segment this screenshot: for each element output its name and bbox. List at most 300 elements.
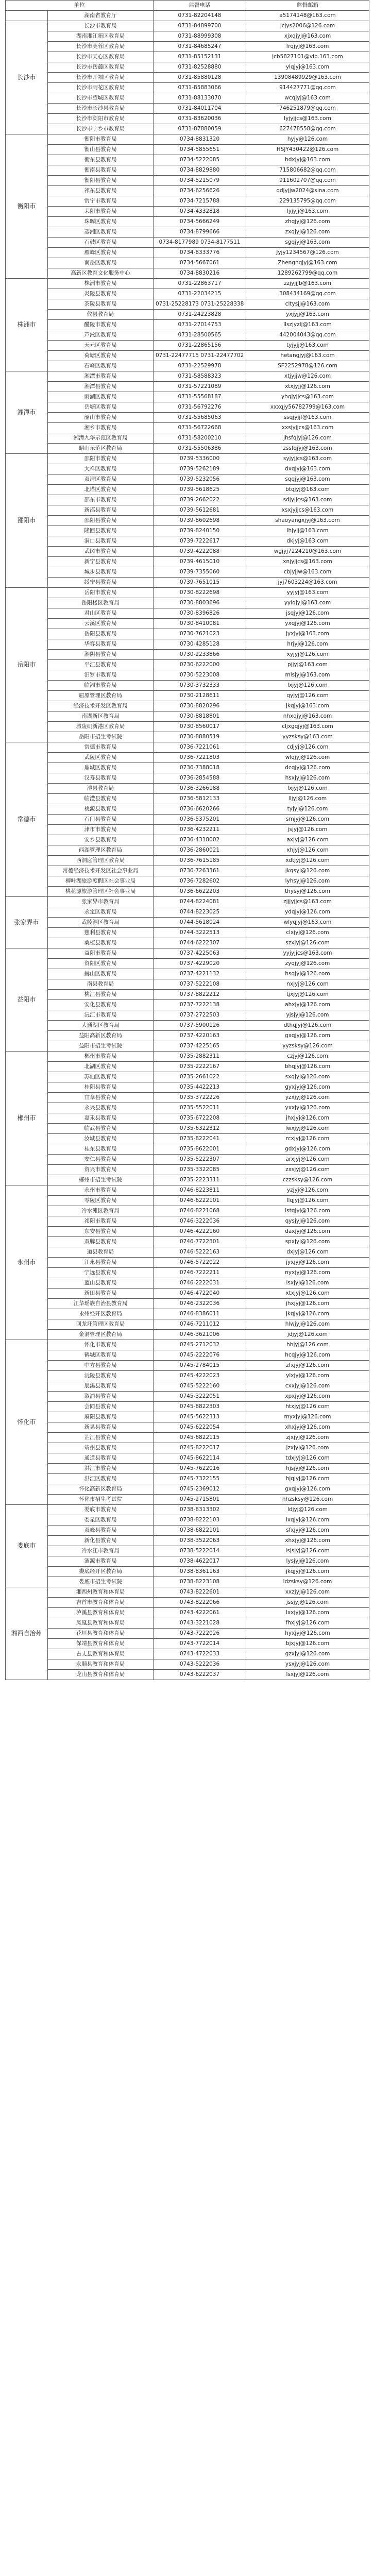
phone-cell: 0731-58588323 bbox=[154, 371, 246, 382]
phone-cell: 0739-4222088 bbox=[154, 547, 246, 557]
table-row bbox=[6, 310, 369, 320]
email-cell[interactable]: pjjyj@163.com bbox=[246, 660, 369, 670]
email-cell[interactable]: yhqjyjjcs@163.com bbox=[246, 392, 369, 402]
email-cell[interactable]: jcjys2006@126.com bbox=[246, 21, 369, 31]
email-cell[interactable]: xxxqjy56782799@163.com bbox=[246, 402, 369, 413]
table-row bbox=[6, 1196, 369, 1206]
email-cell[interactable]: cdjyj@126.com bbox=[246, 742, 369, 753]
phone-cell: 0739-7651015 bbox=[154, 578, 246, 588]
email-cell[interactable]: tjxjyj@126.com bbox=[246, 990, 369, 1000]
email-cell[interactable]: hrjyj@126.com bbox=[246, 639, 369, 650]
phone-cell: 0738-5222014 bbox=[154, 1546, 246, 1556]
table-row bbox=[6, 62, 369, 73]
city-cell: 株洲市 bbox=[6, 279, 48, 371]
table-row bbox=[6, 1010, 369, 1021]
email-cell[interactable]: yyjyj@163.com bbox=[246, 588, 369, 598]
table-row bbox=[6, 773, 369, 784]
table-row bbox=[6, 1412, 369, 1422]
email-cell[interactable]: bjxjyj@126.com bbox=[246, 1639, 369, 1649]
email-cell[interactable]: 442004043@qq.com bbox=[246, 330, 369, 341]
phone-cell: 0737-5900126 bbox=[154, 1021, 246, 1031]
email-cell[interactable]: lwxjyj@126.com bbox=[246, 1124, 369, 1134]
unit-cell: 嘉禾县教育局 bbox=[48, 1113, 154, 1124]
email-cell[interactable]: hyxjyj@126.com bbox=[246, 1629, 369, 1639]
table-row bbox=[6, 31, 369, 42]
email-cell[interactable]: tyjyj@126.com bbox=[246, 804, 369, 815]
unit-cell: 洪江区教育局 bbox=[48, 1474, 154, 1484]
email-cell[interactable]: xyjyj@126.com bbox=[246, 650, 369, 660]
phone-cell: 0731-85880128 bbox=[154, 73, 246, 83]
email-cell[interactable]: hjsjyj@126.com bbox=[246, 1464, 369, 1474]
phone-cell: 0731-88999308 bbox=[154, 31, 246, 42]
email-cell[interactable]: ssqjyjjf@163.com bbox=[246, 413, 369, 423]
email-cell[interactable]: ldzsksy@126.com bbox=[246, 1577, 369, 1587]
phone-cell: 0746-4222160 bbox=[154, 1227, 246, 1237]
phone-cell: 0730-7621023 bbox=[154, 629, 246, 639]
email-cell[interactable]: lstqjyj@126.com bbox=[246, 1206, 369, 1216]
email-cell[interactable]: yzjyj@126.com bbox=[246, 1185, 369, 1196]
email-cell[interactable]: hhzsksy@126.com bbox=[246, 1495, 369, 1505]
email-cell[interactable]: arxjyj@126.com bbox=[246, 1155, 369, 1165]
email-cell[interactable]: 229135795@qq.com bbox=[246, 196, 369, 207]
table-row bbox=[6, 959, 369, 969]
email-cell[interactable]: gyxjyj@126.com bbox=[246, 1082, 369, 1093]
email-cell[interactable]: lxjyj@126.com bbox=[246, 681, 369, 691]
email-cell[interactable]: Zhengnqjyj@163.com bbox=[246, 258, 369, 268]
phone-cell: 0738-4622017 bbox=[154, 1556, 246, 1567]
email-cell[interactable]: llszjyzlj@163.com bbox=[246, 320, 369, 330]
email-cell[interactable]: thysyj@126.com bbox=[246, 887, 369, 897]
unit-cell: 常德经济技术开发区社会事业局 bbox=[48, 866, 154, 876]
email-cell[interactable]: HSJY430422@126.com bbox=[246, 145, 369, 155]
phone-cell: 0731-22865156 bbox=[154, 341, 246, 351]
table-row bbox=[6, 176, 369, 186]
table-row bbox=[6, 341, 369, 351]
email-cell[interactable]: zzjyjjjb@163.com bbox=[246, 279, 369, 289]
email-cell[interactable]: llqjyj@126.com bbox=[246, 1196, 369, 1206]
phone-cell: 0731-22529978 bbox=[154, 361, 246, 371]
email-cell[interactable]: 911602707@qq.com bbox=[246, 176, 369, 186]
unit-cell: 芷江县教育局 bbox=[48, 1433, 154, 1443]
unit-cell: 沅陵县教育局 bbox=[48, 1371, 154, 1381]
email-cell[interactable]: lhjyjj@163.com bbox=[246, 526, 369, 536]
phone-cell: 0731-22034215 bbox=[154, 289, 246, 299]
table-row bbox=[6, 402, 369, 413]
email-cell[interactable]: tyjyjj@163.com bbox=[246, 341, 369, 351]
email-cell[interactable]: 914427771@qq.com bbox=[246, 83, 369, 93]
email-cell[interactable]: tdxjyj@126.com bbox=[246, 1453, 369, 1464]
email-cell[interactable]: nhxqjyj@163.com bbox=[246, 711, 369, 722]
table-row bbox=[6, 1165, 369, 1175]
email-cell[interactable]: jssjyj@126.com bbox=[246, 1598, 369, 1608]
phone-cell: 0743-8222601 bbox=[154, 1587, 246, 1598]
phone-cell: 0745-7622016 bbox=[154, 1464, 246, 1474]
email-cell[interactable]: xhxjyj@126.com bbox=[246, 1536, 369, 1546]
phone-cell: 0738-8361163 bbox=[154, 1567, 246, 1577]
email-cell[interactable]: jkqjyj@126.com bbox=[246, 1309, 369, 1319]
email-cell[interactable]: syjyjjcs@163.com bbox=[246, 454, 369, 464]
email-cell[interactable]: hdxjyj@163.com bbox=[246, 155, 369, 165]
table-row bbox=[6, 1361, 369, 1371]
unit-cell: 平江县教育局 bbox=[48, 660, 154, 670]
email-cell[interactable]: lyhsyj@126.com bbox=[246, 876, 369, 887]
email-cell[interactable]: hcqjyj@126.com bbox=[246, 1350, 369, 1361]
phone-cell: 0739-5618625 bbox=[154, 485, 246, 495]
table-row bbox=[6, 815, 369, 825]
email-cell[interactable]: dcqjyj@126.com bbox=[246, 763, 369, 773]
email-cell[interactable]: nxjyj@126.com bbox=[246, 979, 369, 990]
unit-cell: 郴州市教育局 bbox=[48, 1052, 154, 1062]
email-cell[interactable]: 13908489929@163.com bbox=[246, 73, 369, 83]
email-cell[interactable]: zxsjyj@126.com bbox=[246, 1165, 369, 1175]
email-cell[interactable]: hetangjyj@163.com bbox=[246, 351, 369, 361]
email-cell[interactable]: sfxjyj@126.com bbox=[246, 1526, 369, 1536]
phone-cell: 0735-5222307 bbox=[154, 1155, 246, 1165]
unit-cell: 长沙市教育局 bbox=[48, 21, 154, 31]
unit-cell: 辰溪县教育局 bbox=[48, 1381, 154, 1392]
phone-cell: 0736-6620266 bbox=[154, 804, 246, 815]
email-cell[interactable]: zjjjyjjcs@163.com bbox=[246, 897, 369, 907]
phone-cell: 0731-28500565 bbox=[154, 330, 246, 341]
table-row bbox=[6, 1567, 369, 1577]
unit-cell: 柳叶湖旅游度假区社会事业局 bbox=[48, 876, 154, 887]
unit-cell: 冷水滩区教育局 bbox=[48, 1206, 154, 1216]
email-cell[interactable]: xxzjyj@126.com bbox=[246, 1587, 369, 1598]
unit-cell: 会同县教育局 bbox=[48, 1402, 154, 1412]
table-row bbox=[6, 1031, 369, 1041]
email-cell[interactable]: a5174148@163.com bbox=[246, 11, 369, 21]
unit-cell: 蒸湘区教育局 bbox=[48, 227, 154, 238]
email-cell[interactable]: 1289262799@qq.com bbox=[246, 268, 369, 279]
email-cell[interactable]: jyxjyj@126.com bbox=[246, 1258, 369, 1268]
unit-cell: 新化县教育局 bbox=[48, 1536, 154, 1546]
email-cell[interactable]: gxqjyj@126.com bbox=[246, 1031, 369, 1041]
email-cell[interactable]: hsxjyj@126.com bbox=[246, 773, 369, 784]
table-row bbox=[6, 979, 369, 990]
phone-cell: 0731-57221089 bbox=[154, 382, 246, 392]
email-cell[interactable]: yylqjyj@163.com bbox=[246, 598, 369, 608]
email-cell[interactable]: zfxjyj@126.com bbox=[246, 1361, 369, 1371]
email-cell[interactable]: yxjyjj@163.com bbox=[246, 310, 369, 320]
email-cell[interactable]: wcqjyj@163.com bbox=[246, 93, 369, 104]
email-cell[interactable]: xjxqjyj@163.com bbox=[246, 31, 369, 42]
email-cell[interactable]: xxsjyjjcs@163.com bbox=[246, 423, 369, 433]
table-row bbox=[6, 1350, 369, 1361]
email-cell[interactable]: hjqjyj@126.com bbox=[246, 1474, 369, 1484]
email-cell[interactable]: lxqjyj@126.com bbox=[246, 1515, 369, 1526]
table-row bbox=[6, 1587, 369, 1598]
email-cell[interactable]: xsxjyjjcs@163.com bbox=[246, 505, 369, 516]
email-cell[interactable]: xhxjyj@126.com bbox=[246, 1422, 369, 1433]
email-cell[interactable]: jdjyj@126.com bbox=[246, 1330, 369, 1340]
email-cell[interactable]: ydqjyj@126.com bbox=[246, 907, 369, 918]
email-cell[interactable]: Jyjy1234567@126.com bbox=[246, 248, 369, 258]
table-row bbox=[6, 1484, 369, 1495]
table-row bbox=[6, 207, 369, 217]
email-cell[interactable]: hlwjyj@126.com bbox=[246, 1319, 369, 1330]
unit-cell: 长沙市长沙县教育局 bbox=[48, 104, 154, 114]
unit-cell: 安仁县教育局 bbox=[48, 1155, 154, 1165]
email-cell[interactable]: spxjyj@126.com bbox=[246, 1237, 369, 1247]
table-row bbox=[6, 1319, 369, 1330]
email-cell[interactable]: qdjyjjw2024@sina.com bbox=[246, 186, 369, 196]
city-cell: 张家界市 bbox=[6, 897, 48, 948]
email-cell[interactable]: ysxjyj@126.com bbox=[246, 1659, 369, 1670]
email-cell[interactable]: lxxjyj@126.com bbox=[246, 1608, 369, 1618]
email-cell[interactable]: jsqjyj@126.com bbox=[246, 608, 369, 619]
email-cell[interactable]: myxjyj@126.com bbox=[246, 1412, 369, 1422]
phone-cell: 0746-6222101 bbox=[154, 1196, 246, 1206]
city-cell: 郴州市 bbox=[6, 1052, 48, 1185]
email-cell[interactable]: yxqjyj@126.com bbox=[246, 619, 369, 629]
phone-cell: 0730-8560017 bbox=[154, 722, 246, 732]
email-cell[interactable]: zjxjyj@126.com bbox=[246, 1433, 369, 1443]
email-cell[interactable]: zhqjyj@126.com bbox=[246, 217, 369, 227]
email-cell[interactable]: gxqjyj@126.com bbox=[246, 1484, 369, 1495]
phone-cell: 0731-88133070 bbox=[154, 93, 246, 104]
email-cell[interactable]: btqjyj@163.com bbox=[246, 485, 369, 495]
email-cell[interactable]: lyjyjj@163.com bbox=[246, 207, 369, 217]
email-cell[interactable]: jcb5827101@vip.163.com bbox=[246, 52, 369, 62]
email-cell[interactable]: xpxjyj@126.com bbox=[246, 1392, 369, 1402]
email-cell[interactable]: bhqjyj@126.com bbox=[246, 1062, 369, 1072]
phone-cell: 0745-2715801 bbox=[154, 1495, 246, 1505]
unit-cell: 城步县教育局 bbox=[48, 567, 154, 578]
unit-cell: 祁阳市教育局 bbox=[48, 1216, 154, 1227]
email-cell[interactable]: hsqjyj@126.com bbox=[246, 969, 369, 979]
email-cell[interactable]: SF2252978@126.com bbox=[246, 361, 369, 371]
email-cell[interactable]: cljxgqjyj@163.com bbox=[246, 722, 369, 732]
phone-cell: 0735-3722226 bbox=[154, 1093, 246, 1103]
email-cell[interactable]: jkqsyj@126.com bbox=[246, 866, 369, 876]
email-cell[interactable]: czjyj@126.com bbox=[246, 1052, 369, 1062]
unit-cell: 邵东市教育局 bbox=[48, 495, 154, 505]
unit-cell: 衡阳县教育局 bbox=[48, 176, 154, 186]
phone-cell: 0739-5336000 bbox=[154, 454, 246, 464]
phone-cell: 0745-6222054 bbox=[154, 1422, 246, 1433]
email-cell[interactable]: xtxjyj@126.com bbox=[246, 1289, 369, 1299]
email-cell[interactable]: gdxjyj@126.com bbox=[246, 1144, 369, 1155]
phone-cell: 0737-8822212 bbox=[154, 990, 246, 1000]
email-cell[interactable]: lysjyj@126.com bbox=[246, 1556, 369, 1567]
table-row bbox=[6, 227, 369, 238]
table-row bbox=[6, 1000, 369, 1010]
email-cell[interactable]: xtjyjjw@126.com bbox=[246, 371, 369, 382]
table-row bbox=[6, 423, 369, 433]
table-row bbox=[6, 876, 369, 887]
unit-cell: 长沙市天心区教育局 bbox=[48, 52, 154, 62]
email-cell[interactable]: yyzsksy@126.com bbox=[246, 1041, 369, 1052]
phone-cell: 0744-6222307 bbox=[154, 938, 246, 948]
email-cell[interactable]: dxqjyj@163.com bbox=[246, 464, 369, 474]
email-cell[interactable]: jyxjyj@163.com bbox=[246, 629, 369, 639]
unit-cell: 蓝山县教育局 bbox=[48, 1278, 154, 1289]
email-cell[interactable]: 627478558@qq.com bbox=[246, 124, 369, 134]
email-cell[interactable]: xdtjyj@126.com bbox=[246, 856, 369, 866]
unit-cell: 安乡县教育局 bbox=[48, 835, 154, 845]
email-cell[interactable]: sxqjyj@126.com bbox=[246, 1072, 369, 1082]
unit-cell: 汨罗市教育局 bbox=[48, 670, 154, 681]
email-cell[interactable]: qysjyj@126.com bbox=[246, 1216, 369, 1227]
phone-cell: 0731-55685063 bbox=[154, 413, 246, 423]
email-cell[interactable]: dxjyj@126.com bbox=[246, 1247, 369, 1258]
email-cell[interactable]: ylqjyj@163.com bbox=[246, 62, 369, 73]
phone-cell: 0730-8410081 bbox=[154, 619, 246, 629]
email-cell[interactable]: 308434169@qq.com bbox=[246, 289, 369, 299]
email-cell[interactable]: mlsjyj@163.com bbox=[246, 670, 369, 681]
table-row bbox=[6, 382, 369, 392]
unit-cell: 龙山县教育和体育局 bbox=[48, 1670, 154, 1680]
email-cell[interactable]: czzsksy@126.com bbox=[246, 1175, 369, 1185]
email-cell[interactable]: sdjyjjcs@163.com bbox=[246, 495, 369, 505]
email-cell[interactable]: rcxjyj@126.com bbox=[246, 1134, 369, 1144]
email-cell[interactable]: yyzsksy@163.com bbox=[246, 732, 369, 742]
table-row bbox=[6, 495, 369, 505]
email-cell[interactable]: lsxjyj@126.com bbox=[246, 1670, 369, 1680]
email-cell[interactable]: lyjyjjcs@163.com bbox=[246, 114, 369, 124]
email-cell[interactable]: wgjyj7224210@163.com bbox=[246, 547, 369, 557]
email-cell[interactable]: 746251879@qq.com bbox=[246, 104, 369, 114]
email-cell[interactable]: jkqjyj@163.com bbox=[246, 701, 369, 711]
phone-cell: 0739-5262189 bbox=[154, 464, 246, 474]
phone-cell: 0736-3266188 bbox=[154, 784, 246, 794]
email-cell[interactable]: ylxjyj@126.com bbox=[246, 1371, 369, 1381]
email-cell[interactable]: xnjyjjcs@163.com bbox=[246, 557, 369, 567]
phone-cell: 0745-7322155 bbox=[154, 1474, 246, 1484]
phone-cell: 0743-3221028 bbox=[154, 1618, 246, 1629]
email-cell[interactable]: yzxjyj@126.com bbox=[246, 1093, 369, 1103]
unit-cell: 衡山县教育局 bbox=[48, 145, 154, 155]
email-cell[interactable]: daxjyj@126.com bbox=[246, 1227, 369, 1237]
unit-cell: 长沙市芙蓉区教育局 bbox=[48, 42, 154, 52]
email-cell[interactable]: shaoyangxjyj@163.com bbox=[246, 516, 369, 526]
email-cell[interactable]: smjyj@126.com bbox=[246, 815, 369, 825]
email-cell[interactable]: yyjyjjcs@163.com bbox=[246, 948, 369, 959]
email-cell[interactable]: dthqjyj@126.com bbox=[246, 1021, 369, 1031]
unit-cell: 新田县教育局 bbox=[48, 1289, 154, 1299]
unit-cell: 涟源市教育局 bbox=[48, 1556, 154, 1567]
email-cell[interactable]: jsjyj@126.com bbox=[246, 825, 369, 835]
email-cell[interactable]: jhsfqjyj@126.com bbox=[246, 433, 369, 444]
phone-cell: 0735-5522011 bbox=[154, 1103, 246, 1113]
email-cell[interactable]: lxjyj@126.com bbox=[246, 784, 369, 794]
unit-cell: 屈原管理区教育局 bbox=[48, 691, 154, 701]
email-cell[interactable]: wlqjyj@126.com bbox=[246, 753, 369, 763]
email-cell[interactable]: jkqjyj@126.com bbox=[246, 1567, 369, 1577]
email-cell[interactable]: 715806682@qq.com bbox=[246, 165, 369, 176]
email-cell[interactable]: xhjyj@126.com bbox=[246, 845, 369, 856]
table-row bbox=[6, 351, 369, 361]
email-cell[interactable]: axjyj@126.com bbox=[246, 835, 369, 845]
phone-cell: 0739-7222617 bbox=[154, 536, 246, 547]
email-cell[interactable]: zxqjyj@126.com bbox=[246, 227, 369, 238]
phone-cell: 0745-8822303 bbox=[154, 1402, 246, 1412]
email-cell[interactable]: fhxjyj@126.com bbox=[246, 1618, 369, 1629]
table-row bbox=[6, 938, 369, 948]
phone-cell: 0734-8831320 bbox=[154, 134, 246, 145]
phone-cell: 0737-7222138 bbox=[154, 1000, 246, 1010]
phone-cell: 0739-5232056 bbox=[154, 474, 246, 485]
table-row bbox=[6, 1639, 369, 1649]
phone-cell: 0737-4229020 bbox=[154, 959, 246, 969]
city-cell: 岳阳市 bbox=[6, 588, 48, 742]
table-row bbox=[6, 505, 369, 516]
email-cell[interactable]: zssfqjyj@163.com bbox=[246, 444, 369, 454]
unit-cell: 芦淞区教育局 bbox=[48, 330, 154, 341]
phone-cell: 0736-5812133 bbox=[154, 794, 246, 804]
table-row bbox=[6, 454, 369, 464]
email-cell[interactable]: ahxjyj@126.com bbox=[246, 1000, 369, 1010]
phone-cell: 0745-4222023 bbox=[154, 1371, 246, 1381]
email-cell[interactable]: zyqjyj@126.com bbox=[246, 959, 369, 969]
email-cell[interactable]: qyjyj@126.com bbox=[246, 691, 369, 701]
table-row bbox=[6, 433, 369, 444]
phone-cell: 0730-3732333 bbox=[154, 681, 246, 691]
email-cell[interactable]: lsjsjyj@126.com bbox=[246, 1546, 369, 1556]
table-row bbox=[6, 42, 369, 52]
table-row bbox=[6, 371, 369, 382]
email-cell[interactable]: htxjyj@126.com bbox=[246, 1402, 369, 1412]
table-row bbox=[6, 73, 369, 83]
phone-cell: 0739-8602698 bbox=[154, 516, 246, 526]
email-cell[interactable]: gzxjyj@126.com bbox=[246, 1649, 369, 1659]
unit-cell: 华容县教育局 bbox=[48, 639, 154, 650]
unit-cell: 永州市教育局 bbox=[48, 1185, 154, 1196]
email-cell[interactable]: frqjyj@163.com bbox=[246, 42, 369, 52]
phone-cell: 0730-8820296 bbox=[154, 701, 246, 711]
email-cell[interactable]: yjsjyj@126.com bbox=[246, 1010, 369, 1021]
email-cell[interactable]: yxxjyj@126.com bbox=[246, 1103, 369, 1113]
email-cell[interactable]: cxxjyj@126.com bbox=[246, 1381, 369, 1392]
email-cell[interactable]: dkjyj@163.com bbox=[246, 536, 369, 547]
table-row bbox=[6, 485, 369, 495]
table-row bbox=[6, 639, 369, 650]
unit-cell: 邵阳县教育局 bbox=[48, 516, 154, 526]
email-cell[interactable]: sgqjyj@163.com bbox=[246, 238, 369, 248]
email-cell[interactable]: xtxjyjj@126.com bbox=[246, 382, 369, 392]
unit-cell: 娄底市教育局 bbox=[48, 1505, 154, 1515]
email-cell[interactable]: hyjy@126.com bbox=[246, 134, 369, 145]
unit-cell: 茶陵县教育局 bbox=[48, 299, 154, 310]
email-cell[interactable]: jhxjyj@126.com bbox=[246, 1113, 369, 1124]
email-cell[interactable]: nyxjyj@126.com bbox=[246, 1268, 369, 1278]
unit-cell: 祁东县教育局 bbox=[48, 186, 154, 196]
email-cell[interactable]: jzxjyj@126.com bbox=[246, 1443, 369, 1453]
email-cell[interactable]: ldjyj@126.com bbox=[246, 1505, 369, 1515]
email-cell[interactable]: clxjyj@126.com bbox=[246, 928, 369, 938]
email-cell[interactable]: sqqjyj@163.com bbox=[246, 474, 369, 485]
unit-cell: 常德市教育局 bbox=[48, 742, 154, 753]
unit-cell: 鹤城区教育局 bbox=[48, 1350, 154, 1361]
table-row bbox=[6, 1505, 369, 1515]
email-cell[interactable]: jyj7603224@163.com bbox=[246, 578, 369, 588]
unit-cell: 韶山市教育局 bbox=[48, 413, 154, 423]
email-cell[interactable]: szxjyj@126.com bbox=[246, 938, 369, 948]
phone-cell: 0734-8829880 bbox=[154, 165, 246, 176]
email-cell[interactable]: cltysjj@163.com bbox=[246, 299, 369, 310]
email-cell[interactable]: wlyqjyj@163.com bbox=[246, 918, 369, 928]
email-cell[interactable]: lsxjyj@126.com bbox=[246, 1278, 369, 1289]
email-cell[interactable]: jhxjyj@126.com bbox=[246, 1299, 369, 1309]
phone-cell: 0738-8222103 bbox=[154, 1515, 246, 1526]
email-cell[interactable]: hhjyj@126.com bbox=[246, 1340, 369, 1350]
email-cell[interactable]: cbjyjjw@163.com bbox=[246, 567, 369, 578]
header-phone: 监督电话 bbox=[154, 1, 246, 11]
unit-cell: 娄底市招生考试院 bbox=[48, 1577, 154, 1587]
table-row bbox=[6, 990, 369, 1000]
table-row bbox=[6, 444, 369, 454]
email-cell[interactable]: lljyj@126.com bbox=[246, 794, 369, 804]
